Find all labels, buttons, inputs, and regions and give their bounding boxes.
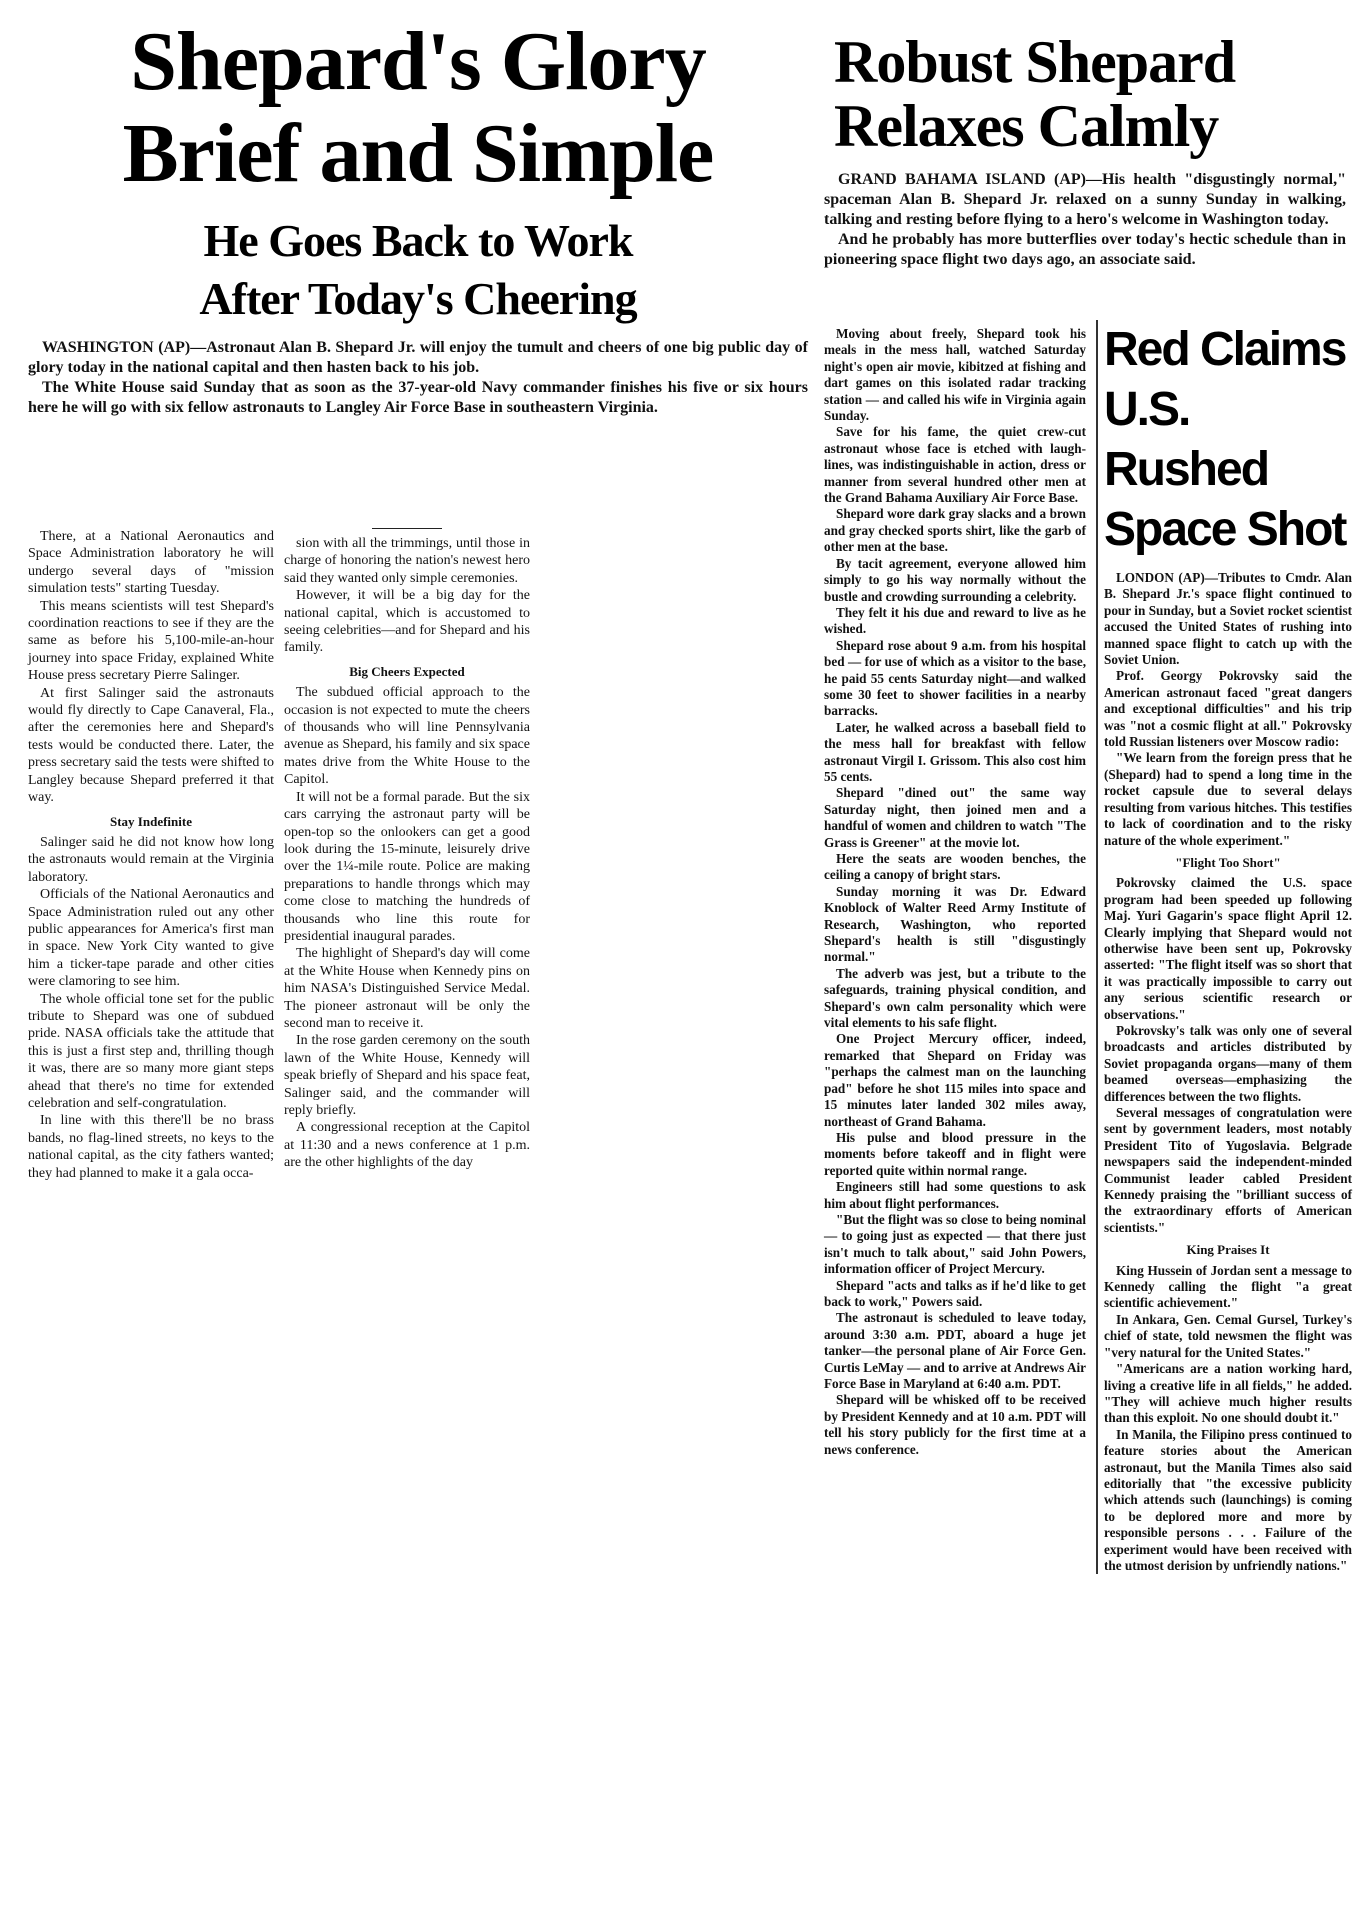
subhead: Stay Indefinite [110, 813, 192, 829]
paragraph: Prof. Georgy Pokrovsky said the American astronaut faced "great dangers and exceptional difficulties" and his trip was "not a cosmic flight at all." Pokrovsky told Russian listeners over Moscow radio: [1104, 668, 1352, 750]
paragraph: This means scientists will test Shepard's coordination reactions to see if they are the same as before his 5,100-mile-an-hour journey into space Friday, explained White House press secretary Pierre Salinger. [28, 598, 274, 684]
right-column-1 [824, 326, 1086, 1458]
paragraph: "But the flight was so close to being nominal — to going just as expected — that there just isn't much to talk about," said John Powers, information officer of Project Mercury. [824, 1211, 1086, 1277]
headline-line: Space Shot [1104, 503, 1346, 556]
red-claims-story [1096, 320, 1352, 1574]
shepard-glory-story [28, 0, 808, 1181]
subhead: Big Cheers Expected [349, 663, 465, 679]
paragraph: A congressional reception at the Capitol at 11:30 and a news conference at 1 p.m. are the other highlights of the day [284, 1120, 530, 1171]
headline-line: Shepard's Glory [130, 15, 706, 108]
paragraph: Shepard wore dark gray slacks and a brown and gray checked sports shirt, like the garb of other men at the base. [824, 506, 1086, 555]
paragraph: Salinger said he did not know how long the astronauts would remain at the Virginia laboratory. [28, 834, 274, 885]
paragraph: Officials of the National Aeronautics and Space Administration ruled out any other public appearances for America's first man in space. New York City wanted to give him a ticker-tape parade and other cities were clamoring to see him. [28, 887, 274, 990]
paragraph: Shepard rose about 9 a.m. from his hospital bed — for use of which as a visitor to the base, he paid 55 cents Saturday night—and walked some 30 feet to shower facilities in a nearby barracks. [824, 637, 1086, 719]
paragraph: Here the seats are wooden benches, the ceiling a canopy of bright stars. [824, 851, 1086, 883]
subhead: "Flight Too Short" [1175, 854, 1281, 870]
paragraph: Sunday morning it was Dr. Edward Knoblock of Walter Reed Army Institute of Research, Washington, who reported Shepard's health is still "disgustingly normal." [824, 883, 1086, 965]
headline-line: Red Claims [1104, 323, 1346, 376]
main-headline [28, 16, 808, 200]
paragraph: The highlight of Shepard's day will come at the White House when Kennedy pins on him NASA's Distinguished Service Medal. The pioneer astronaut will be only the second man to receive it. [284, 946, 530, 1031]
paragraph: Pokrovsky's talk was only one of several broadcasts and articles distributed by Soviet propaganda organs—many of them beamed overseas—emphasizing the differences between the two flights. [1104, 1022, 1352, 1104]
paragraph: They felt it his due and reward to live as he wished. [824, 604, 1086, 637]
paragraph: Later, he walked across a baseball field to the mess hall for breakfast with fellow astronaut Virgil I. Grissom. This also cost him 55 cents. [824, 719, 1086, 784]
paragraph: The White House said Sunday that as soon as the 37-year-old Navy commander finishes his five or six hours here he will go with six fellow astronauts to Langley Air Force Base in southeastern Virginia. [28, 379, 808, 416]
paragraph: Save for his fame, the quiet crew-cut astronaut whose face is etched with laugh-lines, was indistinguishable in action, dress or manner from several hundred other men at the Grand Bahama Auxiliary Air Force Base. [824, 424, 1086, 506]
paragraph: The whole official tone set for the public tribute to Shepard was one of subdued pride. NASA officials take the attitude that this is just a first step and, thrilling though it was, there are so many more giant steps ahead that there's no time for extended celebration and self-congratulation. [28, 991, 274, 1111]
paragraph: Shepard "acts and talks as if he'd like to get back to work," Powers said. [824, 1277, 1086, 1309]
paragraph: LONDON (AP)—Tributes to Cmdr. Alan B. Shepard Jr.'s space flight continued to pour in Sunday, but a Soviet rocket scientist accused the United States of rushing into manned space flight to catch up with the Soviet Union. [1104, 570, 1352, 668]
paragraph: One Project Mercury officer, indeed, remarked that Shepard on Friday was "perhaps the calmest man on the launching pad" before he shot 115 miles into space and 15 minutes later landed 302 miles away, northeast of Grand Bahama. [824, 1031, 1086, 1129]
story-lead [28, 338, 808, 418]
sub-headline [28, 212, 808, 328]
paragraph: "We learn from the foreign press that he (Shepard) had to spend a long time in the rocket capsule due to several delays resulting from various hitches. This testifies to lack of coordination and to the risky nature of the whole experiment." [1104, 750, 1352, 848]
story-lead [824, 170, 1346, 270]
left-column-1 [28, 528, 274, 1182]
paragraph: In the rose garden ceremony on the south lawn of the White House, Kennedy will speak briefly of Shepard and his space feat, Salinger said, and the commander will reply briefly. [284, 1033, 530, 1118]
paragraph: Shepard will be whisked off to be received by President Kennedy and at 10 a.m. PDT will tell his story publicly for the first time at a news conference. [824, 1392, 1086, 1457]
subhead: King Praises It [1186, 1242, 1270, 1258]
red-claims-body [1104, 570, 1352, 1574]
sub-headline-line: He Goes Back to Work [203, 215, 633, 266]
paragraph: His pulse and blood pressure in the moments before takeoff and in flight were reported quite within normal range. [824, 1129, 1086, 1178]
left-column-2 [284, 528, 530, 1172]
paragraph: sion with all the trimmings, until those in charge of honoring the nation's newest hero said they wanted only simple ceremonies. [284, 536, 530, 586]
robust-shepard-story [824, 0, 1352, 1573]
paragraph: In Manila, the Filipino press continued to feature stories about the American astronaut, but the Manila Times also said editorially that "the excessive publicity which attends such (launchings) is coming to be deplored more and more by responsible persons . . . Failure of the experiment would have been received with the utmost derision by unfriendly nations." [1104, 1426, 1352, 1573]
paragraph: In Ankara, Gen. Cemal Gursel, Turkey's chief of state, told newsmen the flight was "very natural for the United States." [1104, 1311, 1352, 1360]
paragraph: Moving about freely, Shepard took his meals in the mess hall, watched Saturday night's open air movie, kibitzed at fishing and dart games on this isolated radar tracking station — and called his wife in Virginia again Sunday. [824, 326, 1086, 424]
paragraph: And he probably has more butterflies over today's hectic schedule than in pioneering space flight two days ago, an associate said. [824, 231, 1346, 268]
red-claims-headline [1104, 320, 1352, 560]
headline-line: Relaxes Calmly [834, 93, 1219, 159]
paragraph: King Hussein of Jordan sent a message to Kennedy calling the flight "a great scientific achievement." [1104, 1262, 1352, 1311]
paragraph: There, at a National Aeronautics and Space Administration laboratory he will undergo several days of "mission simulation tests" starting Tuesday. [28, 529, 274, 597]
paragraph: Pokrovsky claimed the U.S. space program had been speeded up following Maj. Yuri Gagarin's space flight April 12. Clearly implying that Shepard would not otherwise have been sent up, Pokrovsky asserted: "The flight itself was so short that it was practically impossible to carry out any serious scientific research or observations." [1104, 875, 1352, 1022]
paragraph: At first Salinger said the astronauts would fly directly to Cape Canaveral, Fla., after the ceremonies here and Shepard's tests would be conducted there. Later, the press secretary said the tests were shifted to Langley because Shepard preferred it that way. [28, 685, 274, 806]
column-rule [372, 528, 442, 529]
sub-headline-line: After Today's Cheering [199, 273, 637, 324]
paragraph: Engineers still had some questions to ask him about flight performances. [824, 1179, 1086, 1211]
right-headline [834, 30, 1346, 158]
paragraph: However, it will be a big day for the national capital, which is accustomed to seeing celebrities—and for Shepard and his family. [284, 588, 530, 656]
headline-line: Robust Shepard [834, 29, 1236, 95]
paragraph: WASHINGTON (AP)—Astronaut Alan B. Shepard Jr. will enjoy the tumult and cheers of one big public day of glory today in the national capital and then hasten back to his job. [28, 339, 808, 376]
paragraph: It will not be a formal parade. But the six cars carrying the astronaut party will be open-top so the onlookers can get a good look during the 15-minute, leisurely drive over the 1¼-mile route. Police are making preparations to handle throngs which may come close to matching the hundreds of thousands who line this route for presidential inaugural parades. [284, 789, 530, 944]
headline-line: U.S. Rushed [1104, 383, 1269, 496]
paragraph: GRAND BAHAMA ISLAND (AP)—His health "disgustingly normal," spaceman Alan B. Shepard Jr. relaxed on a sunny Sunday in walking, talking and resting before flying to a hero's welcome in Washington today. [824, 171, 1346, 228]
paragraph: The adverb was jest, but a tribute to the safeguards, training physical condition, and Shepard's own calm personality which were vital elements to his safe flight. [824, 965, 1086, 1031]
paragraph: The astronaut is scheduled to leave today, around 3:30 a.m. PDT, aboard a huge jet tanker—the personal plane of Air Force Gen. Curtis LeMay — and to arrive at Andrews Air Force Base in Maryland at 6:40 a.m. PDT. [824, 1310, 1086, 1391]
paragraph: Several messages of congratulation were sent by government leaders, most notably President Tito of Yugoslavia. Belgrade newspapers said the independent-minded Communist leader cabled President Kennedy praising the "brilliant success of the extraordinary efforts of American scientists." [1104, 1105, 1352, 1235]
paragraph: The subdued official approach to the occasion is not expected to mute the cheers of thousands who will line Pennsylvania avenue as Shepard, his family and six space mates drive from the White House to the Capitol. [284, 685, 530, 788]
paragraph: In line with this there'll be no brass bands, no flag-lined streets, no keys to the national capital, as the city fathers wanted; they had planned to make it a gala occa- [28, 1113, 274, 1181]
headline-line: Brief and Simple [122, 107, 714, 200]
paragraph: By tacit agreement, everyone allowed him simply to go his way normally without the bustle and crowding surrounding a celebrity. [824, 555, 1086, 604]
paragraph: "Americans are a nation working hard, living a creative life in all fields," he added. "They will achieve much higher results than this exploit. No one should doubt it." [1104, 1361, 1352, 1426]
paragraph: Shepard "dined out" the same way Saturday night, then joined men and a handful of women and children to watch "The Grass is Greener" at the movie lot. [824, 785, 1086, 850]
